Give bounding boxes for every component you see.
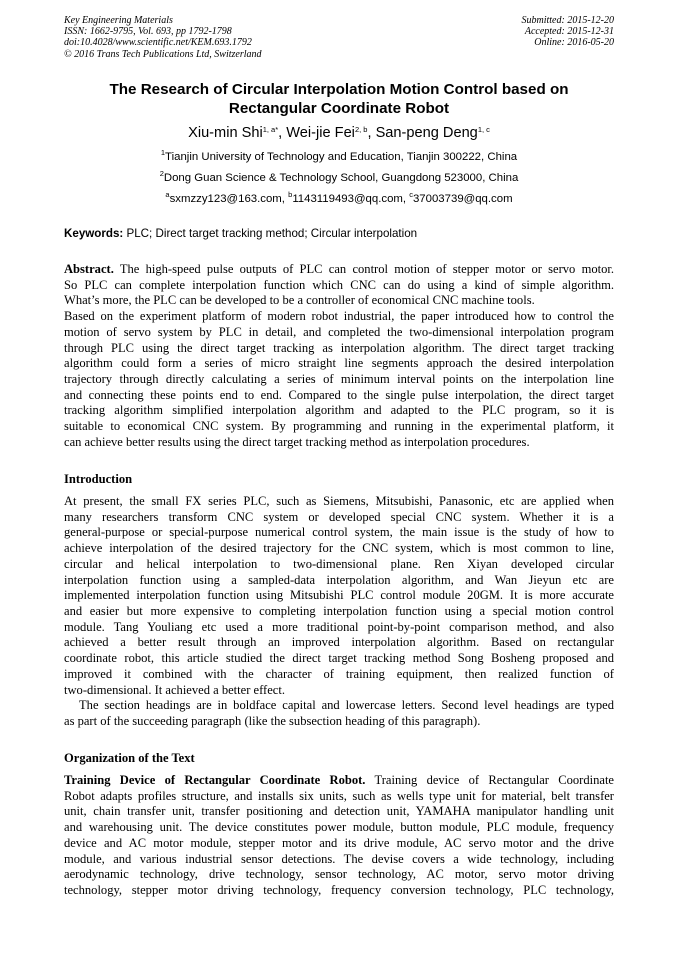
subsection-heading: Training Device of Rectangular Coordinate Robot. bbox=[64, 773, 366, 787]
title-line-1: The Research of Circular Interpolation Motion Control based on bbox=[109, 81, 569, 98]
affiliation-superscript: 2 bbox=[159, 169, 164, 178]
intro-line: At present, the small FX series PLC, such as Siemens, Mitsubishi, Panasonic, etc are applied when bbox=[64, 494, 614, 508]
affiliation-superscript: 1 bbox=[160, 148, 166, 157]
organization-line: device and AC motor module, stepper motor and its drive module, AC servo motor and the drive bbox=[64, 835, 614, 850]
affiliation-text: Dong Guan Science & Technology School, Guangdong 523000, China bbox=[163, 172, 519, 184]
email-text: 37003739@qq.com bbox=[412, 193, 513, 205]
doi-line: doi:10.4028/www.scientific.net/KEM.693.1792 bbox=[64, 37, 252, 49]
author-superscript: 1, c bbox=[477, 125, 490, 134]
abstract-line: What’s more, the PLC can be developed to be a controller of economical CNC machine tools. bbox=[64, 293, 535, 308]
publication-dates bbox=[522, 15, 615, 49]
intro-line: two-dimensional. It achieved a better effect. bbox=[64, 682, 285, 697]
email-superscript: b bbox=[288, 190, 293, 199]
issn-line: ISSN: 1662-9795, Vol. 693, pp 1792-1798 bbox=[64, 26, 232, 38]
journal-info bbox=[64, 15, 262, 60]
title-line-2: Rectangular Coordinate Robot bbox=[228, 100, 450, 117]
copyright-line: © 2016 Trans Tech Publications Ltd, Switzerland bbox=[64, 48, 262, 60]
introduction-heading: Introduction bbox=[64, 472, 133, 486]
author-superscript: 2, b bbox=[354, 125, 368, 134]
intro-para2-line: The section headings are in boldface capital and lowercase letters. Second level headings are typed bbox=[79, 698, 614, 713]
author-separator: , bbox=[278, 125, 287, 141]
organization-section bbox=[64, 773, 614, 899]
author-list bbox=[64, 124, 614, 142]
affiliation-text: Tianjin University of Technology and Education, Tianjin 300222, China bbox=[165, 151, 518, 163]
introduction-section bbox=[64, 494, 614, 730]
intro-para2-line: as part of the succeeding paragraph (like the subsection heading of this paragraph). bbox=[64, 714, 481, 729]
organization-line: module, and various industrial sensor detections. The devise covers a wide technology, including bbox=[64, 851, 614, 866]
author-name: San-peng Deng bbox=[375, 125, 478, 141]
abstract-line-text: The high-speed pulse outputs of PLC can control motion of stepper motor or servo motor. bbox=[113, 262, 614, 276]
email-text: 1143119493@qq.com, bbox=[292, 193, 410, 205]
abstract-line: and connecting these points end to end. Compared to the single pulse interpolation, the direct target bbox=[64, 387, 614, 402]
author-name: Xiu-min Shi bbox=[188, 125, 263, 141]
abstract-line: through PLC using the direct target tracking as interpolation algorithm. The direct target tracking bbox=[64, 340, 614, 355]
intro-line: many researchers transform CNC system or developed special CNC system. Whether it is a bbox=[64, 509, 614, 524]
organization-line: aerodynamic technology, drive technology, sensor technology, AC motor, servo motor driving bbox=[64, 867, 614, 882]
abstract-line: motion of servo system by PLC in detail, and completed the two-dimensional interpolation program bbox=[64, 324, 614, 339]
intro-line: and easier but more expensive to completing interpolation function using a special motion control bbox=[64, 604, 614, 619]
intro-line: achieve interpolation of the desired trajectory for the CNC system, which is most common to line, bbox=[64, 541, 614, 556]
intro-line: general-purpose or special-purpose numerical control system, the main issue is the study of how to bbox=[64, 525, 614, 540]
abstract-line: trajectory through directly calculating a series of minimum interval points on the interpolation line bbox=[64, 372, 614, 387]
author-superscript: 1, a* bbox=[262, 125, 279, 134]
abstract-line: algorithm could form a series of micro straight line segments approach the desired interpolation bbox=[64, 356, 614, 371]
author-emails bbox=[64, 192, 614, 206]
keywords bbox=[64, 227, 614, 241]
intro-line: circular and helical interpolation to two-dimensional plane. Ren Xiyan developed circular bbox=[64, 556, 614, 571]
intro-line: interpolation function using a sampled-data interpolation algorithm, and Wan Jieyun etc are bbox=[64, 572, 614, 587]
affiliation-1 bbox=[64, 150, 614, 164]
intro-line: coordinate robot, this article studied the direct target tracking method Song Bosheng proposed and bbox=[64, 651, 614, 666]
organization-line: technology, stepper motor driving technology, frequency conversion technology, PLC technology, bbox=[64, 883, 614, 898]
organization-line: unit, chain transfer unit, transfer positioning and detection unit, YAMAHA manipulator handling unit bbox=[64, 804, 614, 819]
abstract-line: tracking algorithm simplified interpolation algorithm and adapted to the PLC program, so it is bbox=[64, 403, 614, 418]
accepted-date: Accepted: 2015-12-31 bbox=[524, 26, 614, 38]
email-superscript: a bbox=[165, 190, 170, 199]
abstract-line: So PLC can complete interpolation function which CNC can do using a kind of simple algorithm. bbox=[64, 277, 614, 292]
email-superscript: c bbox=[409, 190, 413, 199]
intro-line: improved it combined with the character of training equipment, then realized function of bbox=[64, 666, 614, 681]
organization-line-text: Training device of Rectangular Coordinate bbox=[365, 773, 615, 787]
online-date: Online: 2016-05-20 bbox=[534, 37, 614, 49]
abstract-line bbox=[64, 262, 614, 278]
organization-line: and warehousing unit. The device constitutes power module, button module, PLC module, frequency bbox=[64, 820, 614, 835]
author-name: Wei-jie Fei bbox=[286, 125, 355, 141]
affiliation-2 bbox=[64, 171, 614, 185]
email-text: sxmzzy123@163.com, bbox=[169, 193, 289, 205]
abstract-section bbox=[64, 262, 614, 451]
organization-line bbox=[64, 773, 614, 789]
abstract-line: can achieve better results using the direct target tracking method as interpolation procedures. bbox=[64, 434, 530, 449]
abstract-label: Abstract. bbox=[64, 262, 114, 276]
abstract-line: Based on the experiment platform of modern robot industrial, the paper introduced how to control the bbox=[64, 309, 614, 324]
journal-name: Key Engineering Materials bbox=[64, 15, 173, 26]
keywords-text: PLC; Direct target tracking method; Circular interpolation bbox=[123, 227, 418, 240]
organization-line: Robot adapts profiles structure, and installs six units, such as wells type unit for material, belt transfer bbox=[64, 788, 614, 803]
intro-line: module. Tang Youliang etc used a more traditional point-by-point comparison method, and also bbox=[64, 619, 614, 634]
intro-line: achieved a better result through an improved interpolation algorithm. Based on rectangular bbox=[64, 635, 614, 650]
submitted-date: Submitted: 2015-12-20 bbox=[521, 15, 614, 26]
keywords-label: Keywords: bbox=[64, 227, 124, 240]
organization-heading: Organization of the Text bbox=[64, 751, 195, 765]
abstract-line: suitable to economical CNC system. By programming and running in the experimental platform, it bbox=[64, 419, 614, 434]
intro-line: implemented interpolation function using Mitsubishi PLC control module 20GM. It is more accurate bbox=[64, 588, 614, 603]
author-separator: , bbox=[367, 125, 376, 141]
paper-title bbox=[64, 80, 614, 118]
